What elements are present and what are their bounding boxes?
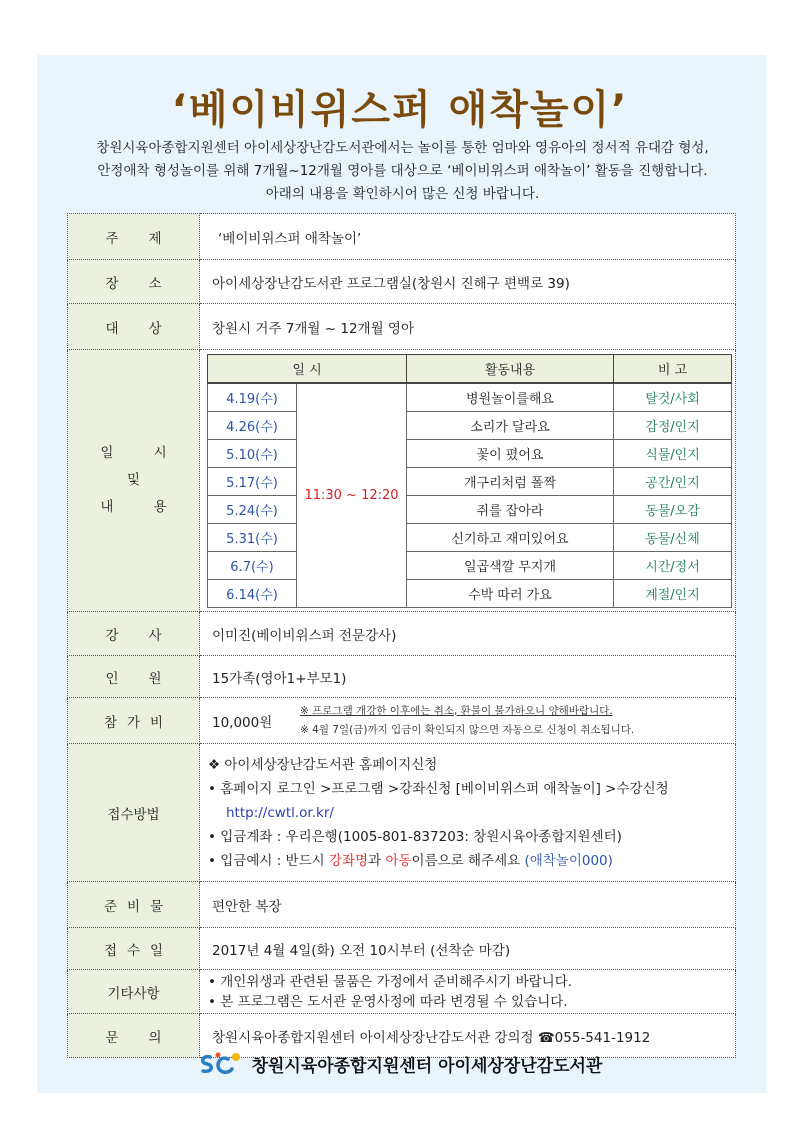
schedule-table	[207, 354, 732, 608]
fee-note-2: ※ 4월 7일(금)까지 입금이 확인되지 않으면 자동으로 신청이 취소됩니다.	[300, 723, 635, 736]
session-activity: 개구리처럼 폴짝	[407, 467, 614, 495]
label-target: 대상	[68, 304, 200, 350]
label-place: 장소	[68, 260, 200, 304]
row-place	[68, 260, 736, 304]
label-fee: 참가비	[68, 698, 200, 744]
table-row	[208, 411, 732, 439]
value-receipt: 2017년 4월 4일(화) 오전 10시부터 (선착순 마감)	[200, 928, 736, 970]
fee-notes	[300, 702, 634, 740]
session-date: 5.31(수)	[208, 523, 297, 551]
fee-cell	[200, 698, 736, 744]
table-row	[208, 383, 732, 412]
session-date: 5.17(수)	[208, 467, 297, 495]
label-topic: 주제	[68, 214, 200, 260]
label-etc: 기타사항	[68, 970, 200, 1014]
table-row	[208, 579, 732, 607]
poster-title: ‘베이비위스퍼 애착놀이’	[171, 87, 629, 133]
apply-cell	[200, 744, 736, 882]
table-row	[208, 523, 732, 551]
session-date: 4.19(수)	[208, 383, 297, 412]
session-date: 5.24(수)	[208, 495, 297, 523]
fee-note-1: ※ 프로그램 개강한 이후에는 취소, 환불이 불가하오니 양해바랍니다.	[300, 704, 613, 717]
value-target: 창원시 거주 7개월 ~ 12개월 영아	[200, 304, 736, 350]
row-apply	[68, 744, 736, 882]
label-instructor: 강사	[68, 612, 200, 656]
info-table	[67, 213, 736, 1058]
label-schedule: 일 시 및 내 용	[68, 350, 200, 612]
session-date: 5.10(수)	[208, 439, 297, 467]
session-activity: 소리가 달라요	[407, 411, 614, 439]
header-activity: 활동내용	[407, 354, 614, 383]
apply-item-example: • 입금예시 : 반드시 강좌명과 아동이름으로 해주세요 (애착놀이000)	[208, 852, 613, 869]
session-activity: 쥐를 잡아라	[407, 495, 614, 523]
session-note: 시간/정서	[614, 551, 732, 579]
session-date: 6.7(수)	[208, 551, 297, 579]
session-note: 감정/인지	[614, 411, 732, 439]
label-receipt: 접수일	[68, 928, 200, 970]
table-row	[208, 467, 732, 495]
apply-item-account: • 입금계좌 : 우리은행(1005-801-837203: 창원시육아종합지원센터)	[208, 828, 622, 845]
session-date: 6.14(수)	[208, 579, 297, 607]
header-note: 비 고	[614, 354, 732, 383]
intro-line-2: 안정애착 형성놀이를 위해 7개월~12개월 영아를 대상으로 ‘베이비위스퍼 애착놀이’ 활동을 진행합니다.	[97, 163, 708, 179]
value-contact: 창원시육아종합지원센터 아이세상장난감도서관 강의정 ☎055-541-1912	[200, 1014, 736, 1058]
table-row	[208, 551, 732, 579]
footer-org-name: 창원시육아종합지원센터 아이세상장난감도서관	[251, 1056, 603, 1077]
row-fee	[68, 698, 736, 744]
schedule-cell	[200, 350, 736, 612]
session-note: 동물/오감	[614, 495, 732, 523]
row-capacity	[68, 656, 736, 698]
session-note: 공간/인지	[614, 467, 732, 495]
value-topic: ‘베이비위스퍼 애착놀이’	[200, 214, 736, 260]
session-note: 탈것/사회	[614, 383, 732, 412]
row-target	[68, 304, 736, 350]
session-activity: 일곱색깔 무지개	[407, 551, 614, 579]
label-contact: 문의	[68, 1014, 200, 1058]
row-instructor	[68, 612, 736, 656]
session-time: 11:30 ~ 12:20	[297, 383, 407, 608]
row-etc	[68, 970, 736, 1014]
etc-cell	[200, 970, 736, 1014]
session-note: 식물/인지	[614, 439, 732, 467]
apply-item-steps: • 홈페이지 로그인 >프로그램 >강좌신청 [베이비위스퍼 애착놀이] >수강신청	[208, 780, 669, 797]
session-activity: 수박 따러 가요	[407, 579, 614, 607]
session-date: 4.26(수)	[208, 411, 297, 439]
label-capacity: 인원	[68, 656, 200, 698]
row-topic	[68, 214, 736, 260]
value-instructor: 이미진(베이비위스퍼 전문강사)	[200, 612, 736, 656]
value-prep: 편안한 복장	[200, 882, 736, 928]
row-schedule	[68, 350, 736, 612]
row-prep	[68, 882, 736, 928]
table-row	[208, 495, 732, 523]
session-note: 동물/신체	[614, 523, 732, 551]
value-capacity: 15가족(영아1+부모1)	[200, 656, 736, 698]
intro-line-3: 아래의 내용을 확인하시어 많은 신청 바랍니다.	[265, 186, 540, 202]
homepage-link[interactable]: http://cwtl.or.kr/	[226, 804, 334, 821]
header-datetime: 일 시	[208, 354, 407, 383]
schedule-header	[208, 354, 732, 383]
row-receipt	[68, 928, 736, 970]
apply-item-homepage: ❖ 아이세상장난감도서관 홈페이지신청	[208, 756, 438, 773]
intro-line-1: 창원시육아종합지원센터 아이세상장난감도서관에서는 놀이를 통한 엄마와 영유아의 정서적 유대감 형성,	[96, 140, 709, 156]
session-activity: 병원놀이를해요	[407, 383, 614, 412]
table-row	[208, 439, 732, 467]
intro-text	[45, 137, 760, 206]
session-note: 계절/인지	[614, 579, 732, 607]
etc-line-1: • 개인위생과 관련된 물품은 가정에서 준비해주시기 바랍니다.	[208, 973, 573, 990]
label-apply: 접수방법	[68, 744, 200, 882]
footer	[0, 1051, 800, 1082]
etc-line-2: • 본 프로그램은 도서관 운영사정에 따라 변경될 수 있습니다.	[208, 993, 568, 1010]
center-logo	[198, 1051, 242, 1082]
value-fee: 10,000원	[212, 714, 273, 731]
session-activity: 꽃이 폈어요	[407, 439, 614, 467]
session-activity: 신기하고 재미있어요	[407, 523, 614, 551]
value-place: 아이세상장난감도서관 프로그램실(창원시 진해구 편백로 39)	[200, 260, 736, 304]
label-prep: 준비물	[68, 882, 200, 928]
